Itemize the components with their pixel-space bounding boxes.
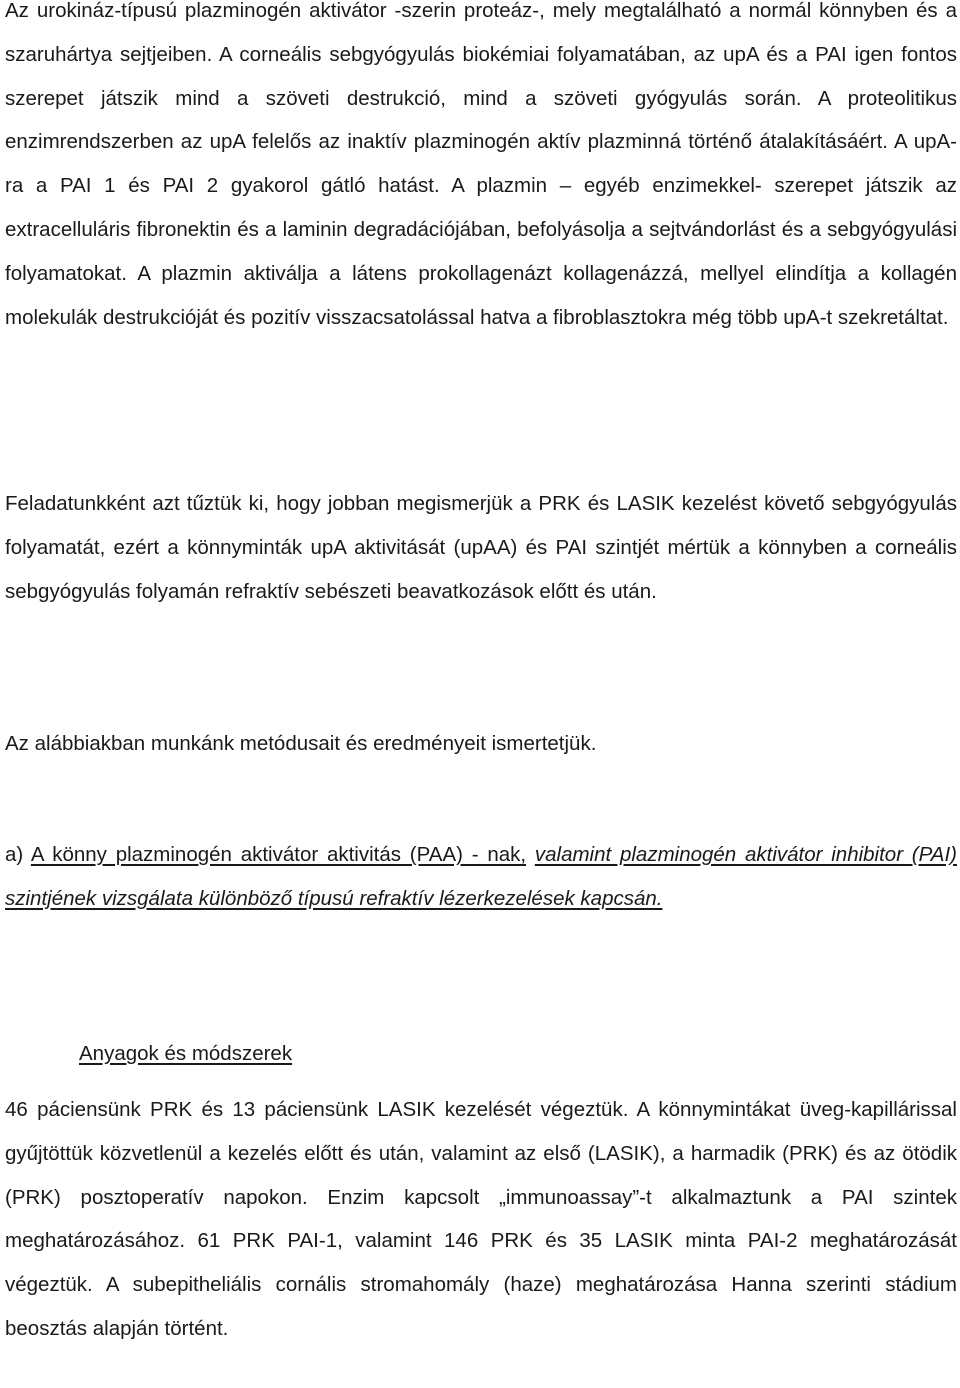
outline-paragraph: Az alábbiakban munkánk metódusait és eredményeit ismertetjük. [5, 732, 597, 755]
intro-paragraph: Az urokináz-típusú plazminogén aktivátor -szerin proteáz-, mely megtalálható a normál könnyben és a szaruhártya sejtjeiben. A corneális sebgyógyulás biokémiai folyamatában, az upA és a PAI igen fontos szerepet játszik mind a szöveti destrukció, mind a szöveti gyógyulás során. A proteolitikus enzimrendszerben az upA felelős az inaktív plazminogén aktív plazminná történő átalakításáért. A upA-ra a PAI 1 és PAI 2 gyakorol gátló hatást. A plazmin – egyéb enzimekkel- szerepet játszik az extracelluláris fibronektin és a laminin degradációjában, befolyásolja a sejtvándorlást és a sebgyógyulási folyamatokat. A plazmin aktiválja a látens prokollagenázt kollagenázzá, mellyel elindítja a kollagén molekulák destrukcióját és pozitív visszacsatolással hatva a fibroblasztokra még több upA-t szekretáltat. [5, 0, 957, 329]
section-a-title-part2: valamint plazminogén aktivátor inhibitor (PAI) szintjének vizsgálata különböző típusú refraktív lézerkezelések kapcsán. [5, 843, 957, 910]
methods-paragraph: 46 páciensünk PRK és 13 páciensünk LASIK kezelését végeztük. A könnymintákat üveg-kapillárissal gyűjtöttük közvetlenül a kezelés előtt és után, valamint az első (LASIK), a harmadik (PRK) és az ötödik (PRK) posztoperatív napokon. Enzim kapcsolt „immunoassay”-t alkalmaztunk a PAI szintek meghatározásához. 61 PRK PAI-1, valamint 146 PRK és 35 LASIK minta PAI-2 meghatározását végeztük. A subepitheliális cornális stromahomály (haze) meghatározása Hanna szerinti stádium beosztás alapján történt. [5, 1098, 957, 1340]
section-a-title-part1: A könny plazminogén aktivátor aktivitás (PAA) - nak, [30, 843, 527, 866]
methods-heading: Anyagok és módszerek [79, 1042, 293, 1065]
aims-paragraph: Feladatunkként azt tűztük ki, hogy jobban megismerjük a PRK és LASIK kezelést követő sebgyógyulás folyamatát, ezért a könnyminták upA aktivitását (upAA) és PAI szintjét mértük a könnyben a corneális sebgyógyulás folyamán refraktív sebészeti beavatkozások előtt és után. [5, 492, 957, 603]
section-a-heading [5, 833, 957, 921]
section-a-label: a) [5, 843, 24, 866]
